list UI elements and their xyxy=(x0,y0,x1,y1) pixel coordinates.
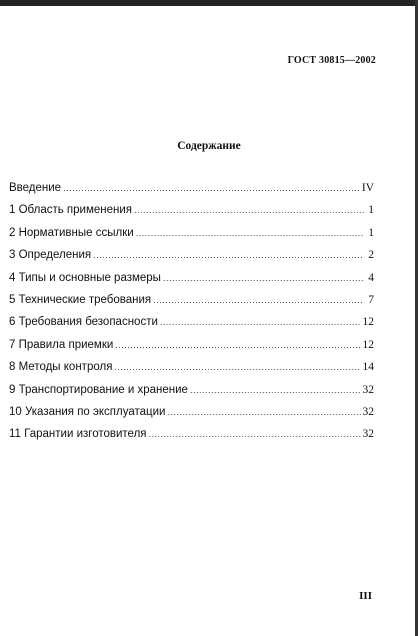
toc-entry-label: 8 Методы контроля xyxy=(9,361,113,374)
top-border xyxy=(0,0,418,6)
toc-entry-page: 4 xyxy=(368,271,374,284)
toc-entry-page: 14 xyxy=(362,361,374,374)
toc-entry-page: 2 xyxy=(368,249,374,262)
toc-entry-safety-requirements[interactable] xyxy=(9,316,374,338)
toc-entry-page: 32 xyxy=(362,383,374,396)
toc-entry-operation-instructions[interactable] xyxy=(9,406,374,428)
toc-entry-manufacturer-warranty[interactable] xyxy=(9,428,374,450)
dot-leader xyxy=(115,340,360,350)
toc-entry-label: 4 Типы и основные размеры xyxy=(9,271,161,284)
standard-code: ГОСТ 30815—2002 xyxy=(287,55,376,66)
toc-entry-transport-storage[interactable] xyxy=(9,384,374,406)
toc-entry-label: 1 Область применения xyxy=(9,204,133,217)
toc-entry-label: Введение xyxy=(9,182,62,194)
dot-leader xyxy=(114,362,360,372)
toc-entry-page: 32 xyxy=(362,428,374,441)
toc-entry-page: 7 xyxy=(368,293,374,306)
toc-entry-acceptance-rules[interactable] xyxy=(9,339,374,361)
toc-entry-label: 3 Определения xyxy=(9,249,92,262)
dot-leader xyxy=(149,429,361,439)
toc-entry-technical-requirements[interactable] xyxy=(9,294,374,316)
toc-entry-label: 7 Правила приемки xyxy=(9,338,114,351)
toc-entry-introduction[interactable] xyxy=(9,182,374,204)
toc-entry-label: 5 Технические требования xyxy=(9,293,152,306)
dot-leader xyxy=(190,385,361,395)
dot-leader xyxy=(160,317,361,327)
dot-leader xyxy=(167,407,360,417)
toc-entry-page: 1 xyxy=(368,204,374,217)
toc-entry-page: 1 xyxy=(368,226,374,239)
toc-entry-definitions[interactable] xyxy=(9,249,374,271)
toc-entry-label: 6 Требования безопасности xyxy=(9,316,158,329)
toc-entry-label: 9 Транспортирование и хранение xyxy=(9,383,188,396)
dot-leader xyxy=(163,273,364,283)
dot-leader xyxy=(134,205,364,215)
toc-entry-scope[interactable] xyxy=(9,204,374,226)
toc-entry-types-dimensions[interactable] xyxy=(9,272,374,294)
toc-entry-label: 2 Нормативные ссылки xyxy=(9,226,134,239)
dot-leader xyxy=(93,250,364,260)
dot-leader xyxy=(153,295,364,305)
toc-entry-page: 12 xyxy=(362,338,374,351)
dot-leader xyxy=(63,183,360,193)
page-title: Содержание xyxy=(177,140,241,152)
toc-entry-page: 12 xyxy=(362,316,374,329)
dot-leader xyxy=(136,228,364,238)
table-of-contents xyxy=(9,182,374,451)
toc-entry-test-methods[interactable] xyxy=(9,361,374,383)
toc-entry-label: 10 Указания по эксплуатации xyxy=(9,405,166,418)
toc-entry-page: 32 xyxy=(362,405,374,418)
toc-entry-page: IV xyxy=(361,182,374,194)
toc-entry-normative-references[interactable] xyxy=(9,227,374,249)
toc-entry-label: 11 Гарантии изготовителя xyxy=(9,428,147,441)
page-number: III xyxy=(359,590,372,602)
